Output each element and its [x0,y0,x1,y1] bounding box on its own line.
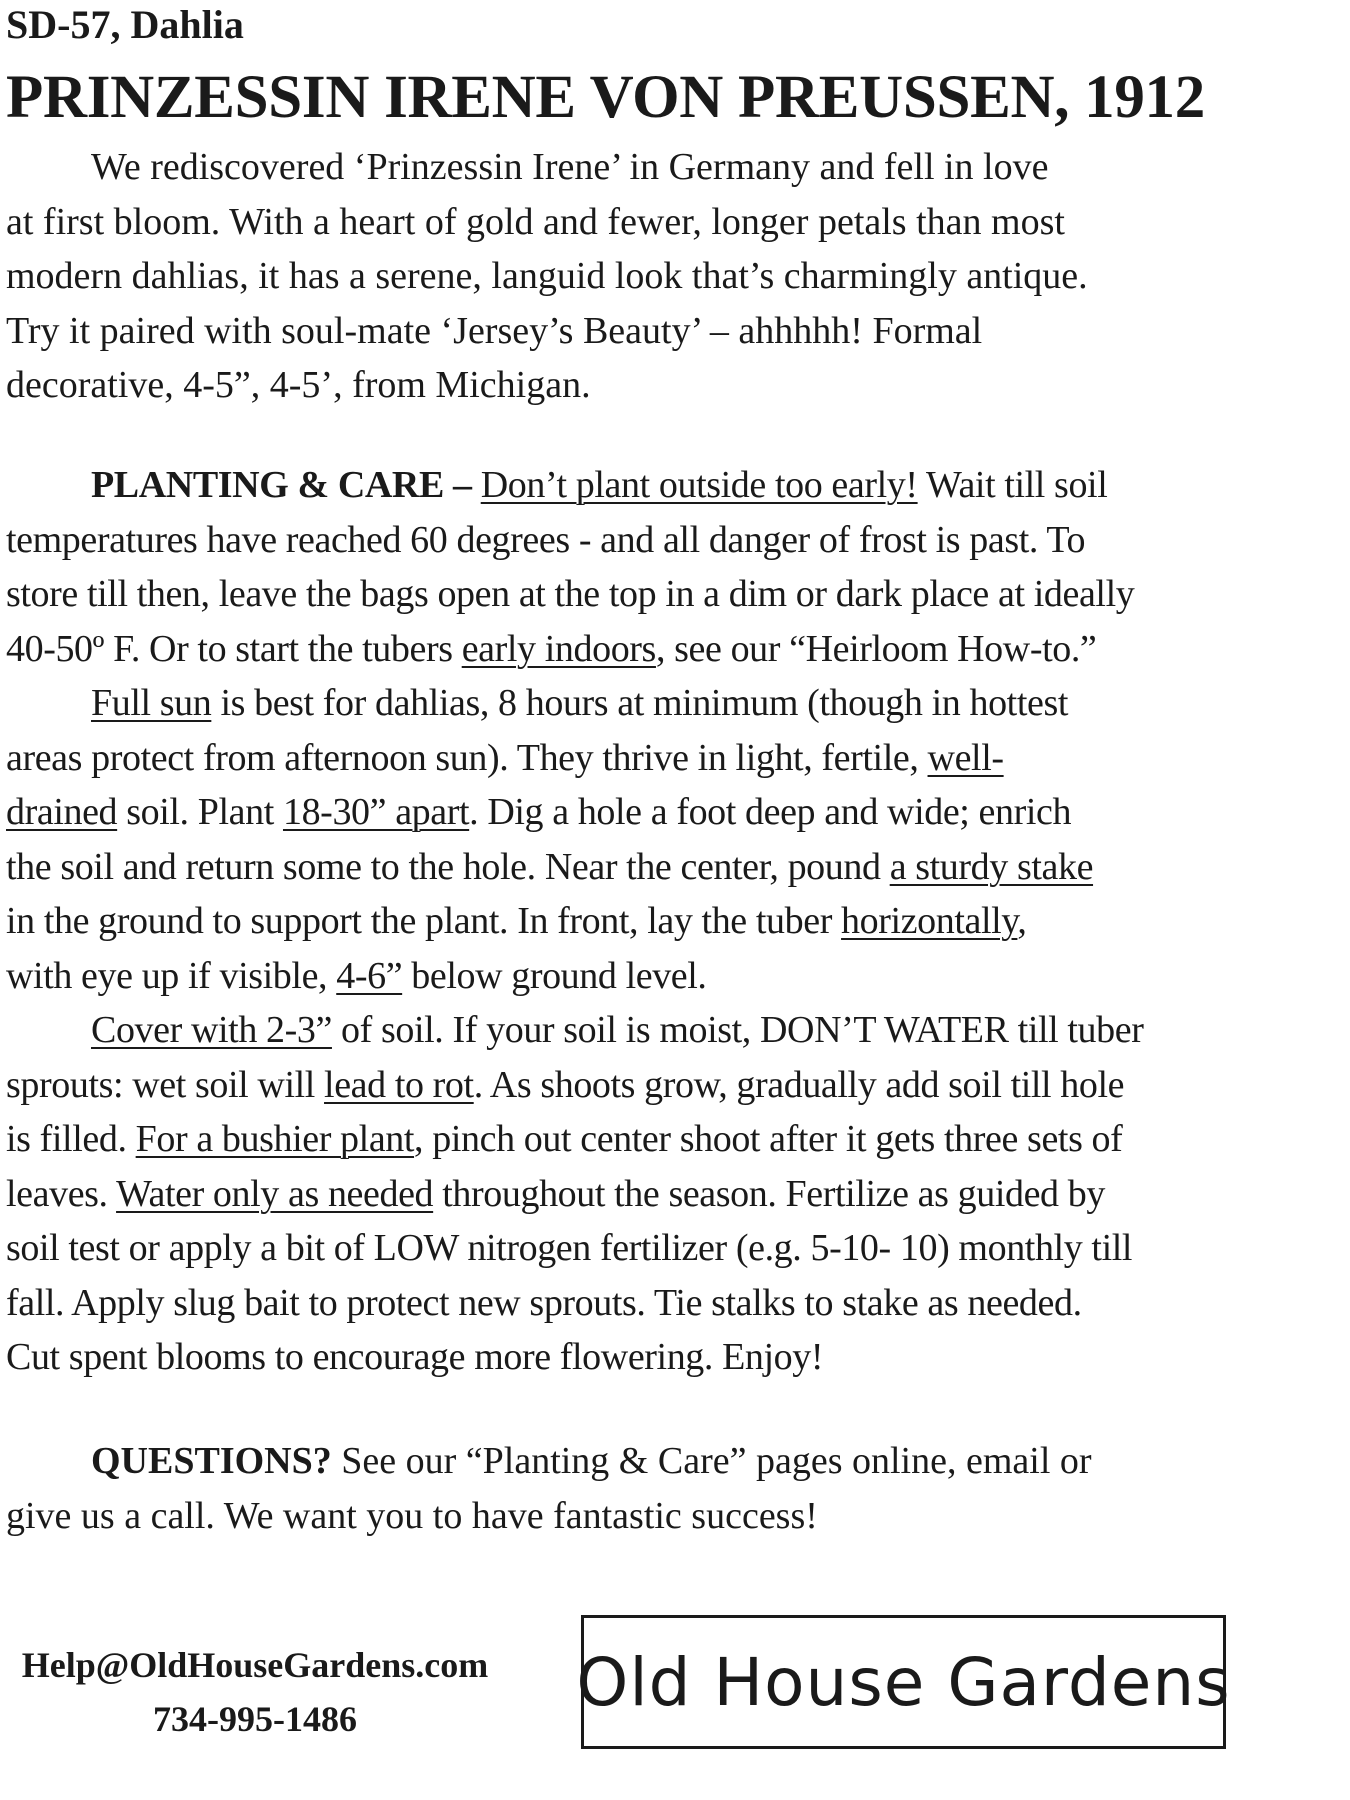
logo-box [576,1615,1231,1749]
underlined-phrase: drained [6,791,118,833]
contact-info [0,1638,510,1746]
underlined-phrase: well- [927,736,1004,779]
underlined-phrase: For a bushier plant [135,1118,415,1160]
planting-line: temperatures have reached 60 degrees - and all danger of frost is past. To [6,518,1086,561]
underlined-phrase: Full sun [91,682,212,724]
questions-section [6,1434,1326,1543]
planting-line: store till then, leave the bags open at the top in a dim or dark place at ideally [6,573,1135,615]
planting-line: is filled. For a bushier plant, pinch out center shoot after it gets three sets of [6,1118,1123,1160]
brand-logo: Old House Gardens [576,1643,1231,1721]
underlined-phrase: Don’t plant outside too early! [480,464,918,506]
description-line: We rediscovered ‘Prinzessin Irene’ in Germany and fell in love [91,146,1049,188]
questions-line: QUESTIONS? See our “Planting & Care” pages online, email or [91,1440,1092,1482]
underlined-phrase: early indoors [461,627,656,670]
contact-phone[interactable]: 734-995-1486 [153,1699,357,1739]
planting-line: sprouts: wet soil will lead to rot. As shoots grow, gradually add soil till hole [6,1063,1125,1106]
description-paragraph [6,140,1326,413]
description-line: modern dahlias, it has a serene, languid look that’s charmingly antique. [6,255,1088,297]
underlined-phrase: Cover with 2-3” [91,1009,332,1051]
planting-line: fall. Apply slug bait to protect new sprouts. Tie stalks to stake as needed. [6,1281,1082,1324]
questions-heading: QUESTIONS? [91,1440,332,1482]
description-line: decorative, 4-5”, 4-5’, from Michigan. [6,364,591,406]
planting-line: leaves. Water only as needed throughout the season. Fertilize as guided by [6,1172,1105,1215]
planting-line: the soil and return some to the hole. Near the center, pound a sturdy stake [6,845,1094,888]
planting-line: Cover with 2-3” of soil. If your soil is moist, DON’T WATER till tuber [91,1009,1144,1051]
product-title: PRINZESSIN IRENE VON PREUSSEN, 1912 [6,64,1205,131]
underlined-phrase: horizontally [841,900,1018,942]
underlined-phrase: Water only as needed [116,1172,434,1215]
planting-line: 40-50º F. Or to start the tubers early indoors, see our “Heirloom How-to.” [6,627,1097,670]
planting-line: areas protect from afternoon sun). They thrive in light, fertile, well- [6,736,1004,779]
planting-line: drained soil. Plant 18-30” apart. Dig a hole a foot deep and wide; enrich [6,791,1072,833]
description-line: Try it paired with soul-mate ‘Jersey’s Beauty’ – ahhhhh! Formal [6,309,983,352]
planting-line: Full sun is best for dahlias, 8 hours at minimum (though in hottest [91,682,1068,724]
questions-line: give us a call. We want you to have fantastic success! [6,1494,818,1537]
planting-line: with eye up if visible, 4-6” below ground level. [6,954,707,997]
planting-line: soil test or apply a bit of LOW nitrogen fertilizer (e.g. 5-10- 10) monthly till [6,1227,1133,1269]
planting-care-section [6,458,1326,1385]
underlined-phrase: lead to rot [324,1063,474,1106]
planting-heading: PLANTING & CARE – [91,464,472,506]
underlined-phrase: 4-6” [336,954,403,997]
planting-line: Cut spent blooms to encourage more flowering. Enjoy! [6,1336,824,1378]
product-code: SD-57, Dahlia [6,2,244,47]
underlined-phrase: 18-30” apart [282,791,470,833]
description-line: at first bloom. With a heart of gold and fewer, longer petals than most [6,200,1065,243]
contact-email[interactable]: Help@OldHouseGardens.com [21,1645,489,1685]
planting-line: in the ground to support the plant. In front, lay the tuber horizontally, [6,900,1027,942]
planting-line: PLANTING & CARE – Don’t plant outside too early! Wait till soil [91,464,1108,506]
underlined-phrase: a sturdy stake [889,845,1094,888]
